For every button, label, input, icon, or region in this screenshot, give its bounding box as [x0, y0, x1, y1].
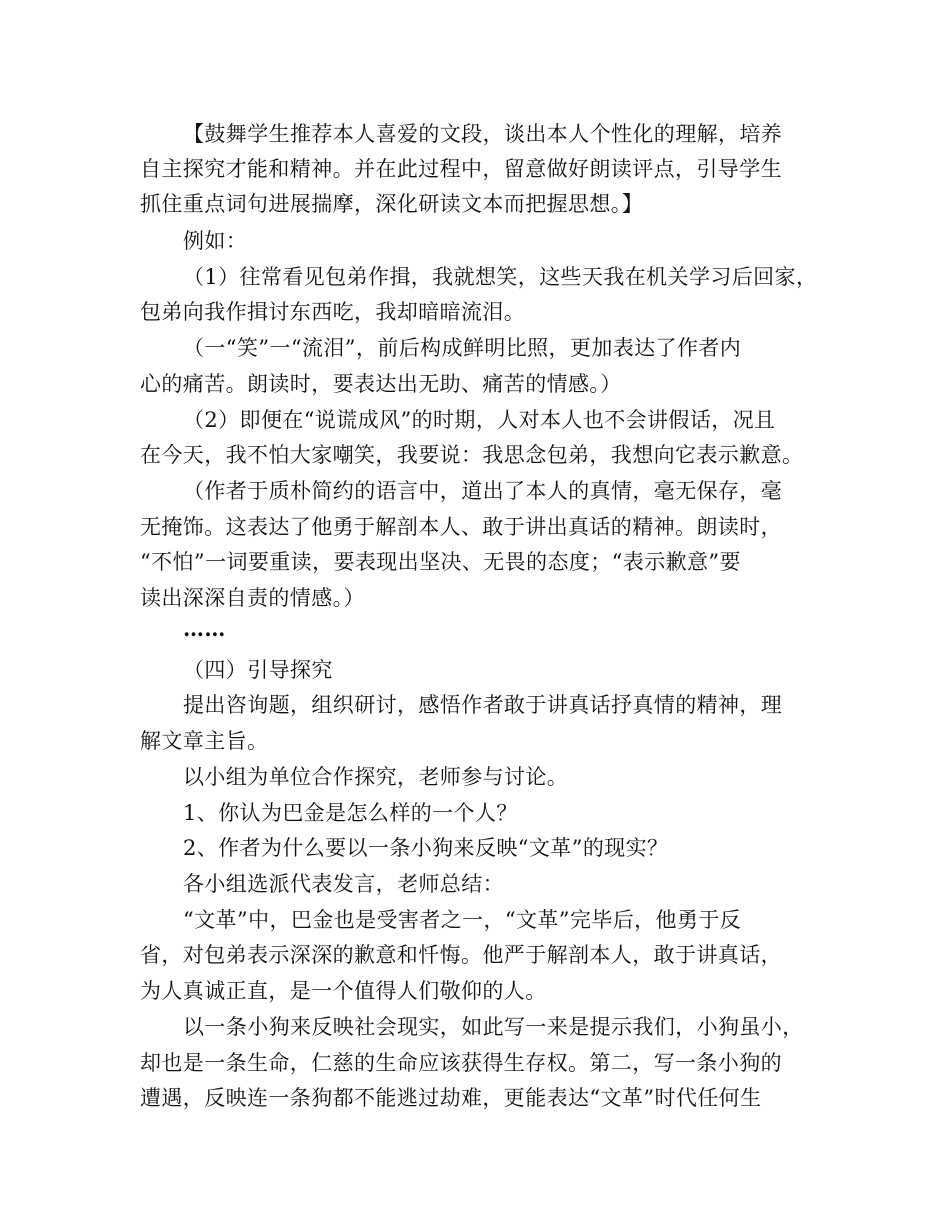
paragraph-line: 为人真诚正直，是一个值得人们敬仰的人。 [140, 979, 547, 1003]
paragraph-line: “不怕”一词要重读，要表现出坚决、无畏的态度；“表示歉意”要 [140, 550, 741, 574]
section-heading: （四）引导探究 [183, 658, 333, 682]
paragraph-line: 以小组为单位合作探究，老师参与讨论。 [183, 765, 569, 789]
paragraph-line: 却也是一条生命，仁慈的生命应该获得生存权。第二，写一条小狗的 [140, 1051, 782, 1075]
paragraph-line: 解文章主旨。 [140, 729, 269, 753]
paragraph-line: 包弟向我作揖讨东西吃，我却暗暗流泪。 [140, 300, 526, 324]
paragraph-line: （2）即便在“说谎成风”的时期，人对本人也不会讲假话，况且 [183, 408, 776, 432]
paragraph-line: （一“笑”一“流泪”，前后构成鲜明比照，更加表达了作者内 [183, 336, 742, 360]
paragraph-line: 例如： [183, 229, 248, 253]
paragraph-line: 遭遇，反映连一条狗都不能逃过劫难，更能表达“文革”时代任何生 [140, 1086, 762, 1110]
paragraph-line: （1）往常看见包弟作揖，我就想笑，这些天我在机关学习后回家， [183, 265, 818, 289]
paragraph-line: 提出咨询题，组织研讨，感悟作者敢于讲真话抒真情的精神，理 [183, 693, 783, 717]
question-item: 1、你认为巴金是怎么样的一个人？ [183, 801, 518, 825]
paragraph-line: 心的痛苦。朗读时，要表达出无助、痛苦的情感。） [140, 372, 622, 396]
question-item: 2、作者为什么要以一条小狗来反映“文革”的现实？ [183, 836, 669, 860]
paragraph-line: 自主探究才能和精神。并在此过程中，留意做好朗读评点，引导学生 [140, 157, 782, 181]
paragraph-line: （作者于质朴简约的语言中，道出了本人的真情，毫无保存，毫 [183, 479, 783, 503]
paragraph-line: 以一条小狗来反映社会现实，如此写一来是提示我们，小狗虽小， [183, 1015, 804, 1039]
paragraph-line: 各小组选派代表发言，老师总结： [183, 872, 504, 896]
paragraph-line: 无掩饰。这表达了他勇于解剖本人、敢于讲出真话的精神。朗读时， [140, 515, 782, 539]
paragraph-line: 在今天，我不怕大家嘲笑，我要说：我思念包弟，我想向它表示歉意。 [140, 443, 804, 467]
paragraph-line: “文革”中，巴金也是受害者之一，“文革”完毕后，他勇于反 [183, 908, 742, 932]
paragraph-line: 省，对包弟表示深深的歉意和忏悔。他严于解剖本人，敢于讲真话， [140, 943, 782, 967]
paragraph-line: 【鼓舞学生推荐本人喜爱的文段，谈出本人个性化的理解，培养 [183, 122, 783, 146]
ellipsis-line: …… [183, 616, 226, 641]
paragraph-line: 读出深深自责的情感。） [140, 586, 365, 610]
paragraph-line: 抓住重点词句进展揣摩，深化研读文本而把握思想。】 [140, 192, 644, 216]
